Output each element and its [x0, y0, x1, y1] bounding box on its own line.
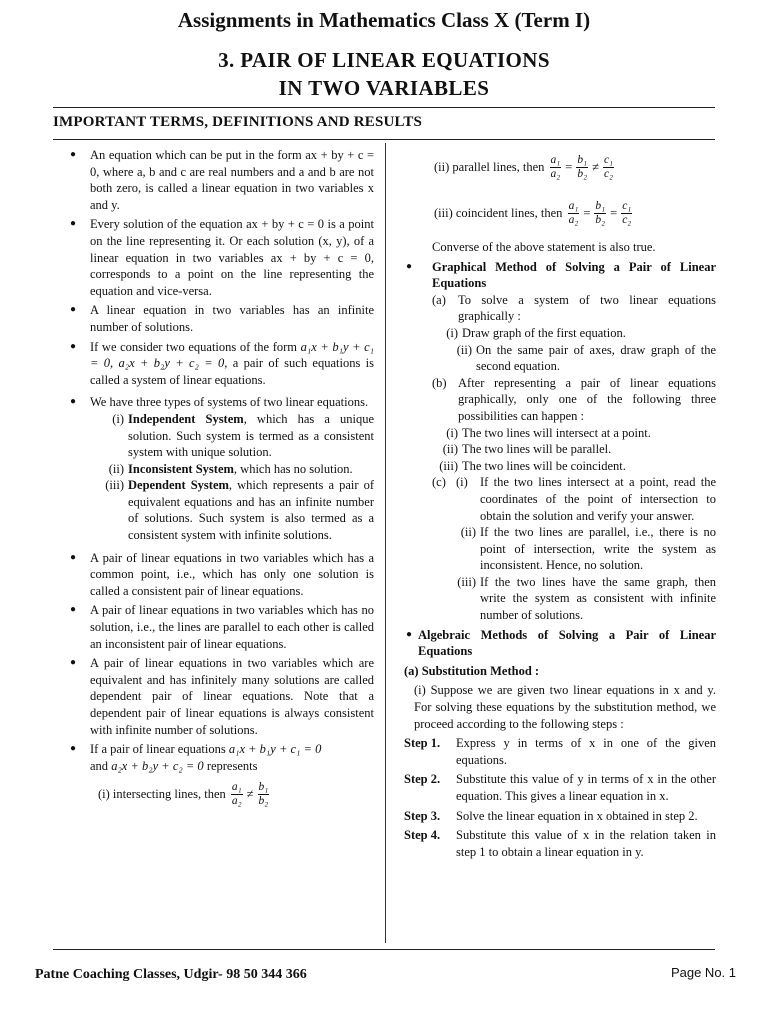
step-text: After representing a pair of linear equations graphically, only one of the following three possibilities can happen : [458, 375, 716, 423]
condition-parallel [404, 147, 716, 187]
bullet-linear-equation-definition: ● An equation which can be put in the form ax + by + c = 0, where a, b and c are real numbers and a and b are not both zero, is called a linear equation in two variables x and y. [68, 147, 374, 213]
bullet-infinite-solutions: ● A linear equation in two variables has an infinite number of solutions. [68, 302, 374, 335]
column-divider [385, 143, 386, 943]
substitution-heading [404, 663, 716, 680]
condition-intersecting [68, 774, 374, 814]
ratio-a: $\frac{\text{a₁}}{\text{a₂}}$ [231, 780, 242, 807]
graphical-step-a [404, 292, 716, 325]
graphical-step-b [404, 375, 716, 425]
bullet-consistent-pair: ● A pair of linear equations in two variables which has a common point, i.e., which has only one solution is called a consistent pair of linear equations. [68, 550, 374, 600]
page-header [0, 6, 768, 102]
document-title: Assignments in Mathematics Class X (Term I) [177, 8, 591, 32]
equation-one: a₁x + b₁y + c₁ = 0 [228, 742, 322, 757]
equation-two: a₂x + b₂y + c₂ = 0 [111, 758, 204, 773]
graphical-b-item: (ii) The two lines will be parallel. [442, 442, 612, 457]
operator: ≠ [246, 787, 254, 802]
represents-and: and [90, 758, 109, 773]
ratio-b: $\frac{\text{b₁}}{\text{b₂}}$ [577, 153, 588, 180]
section-heading: IMPORTANT TERMS, DEFINITIONS AND RESULTS [53, 114, 423, 130]
bullet-solution-point: ● Every solution of the equation ax + by + c = 0 is a point on the line representing it. Or each solution (x, y), of a linear equation in two variables ax + by + c = 0, corresponds to a point on the line representing the equation and vice-versa. [68, 216, 374, 299]
type-item [68, 411, 374, 461]
condition-label: (i) intersecting lines, then [98, 787, 226, 802]
type-description: , which has no solution. [233, 461, 353, 476]
algebraic-methods-title: Algebraic Methods of Solving a Pair of Linear Equations [418, 627, 716, 659]
ratio-a: $\frac{\text{a₁}}{\text{a₂}}$ [568, 199, 579, 226]
graphical-b-item: (i) The two lines will intersect at a point. [446, 425, 651, 440]
system-definition-rest: , a pair of such equations is called a system of linear equations. [90, 356, 374, 387]
type-description: , which represents a pair of equivalent equations and has an infinite number of solutions. Such system is also termed as a consistent system with infinite solutions. [128, 478, 374, 543]
ratio-c: $\frac{\text{c₁}}{\text{c₂}}$ [603, 153, 614, 180]
substitution-title: (a) Substitution Method : [404, 663, 540, 678]
bullet-system-definition [68, 339, 374, 389]
type-number: (iii) [105, 478, 124, 493]
ratio-c: $\frac{\text{c₁}}{\text{c₂}}$ [622, 199, 632, 226]
section-rule [53, 139, 715, 140]
bullet-inconsistent-pair: ● A pair of linear equations in two variables which has no solution, i.e., the lines are parallel to each other is called an inconsistent pair of linear equations. [68, 602, 374, 652]
represents-word: represents [206, 758, 258, 773]
graphical-c-item: (iii) If the two lines have the same graph, then write the system as consistent with infinite number of solutions. [457, 574, 716, 623]
page-number: Page No. 1 [670, 965, 736, 980]
ratio-a: $\frac{\text{a₁}}{\text{a₂}}$ [550, 153, 561, 180]
type-name: Inconsistent System [128, 461, 234, 476]
ratio-b: $\frac{\text{b₁}}{\text{b₂}}$ [258, 780, 269, 807]
substitution-step: Step 4. Substitute this value of x in the relation taken in step 1 to obtain a linear equation in y. [404, 828, 716, 859]
graphical-c-item: (ii) If the two lines are parallel, i.e., there is no point of intersection, write the system as inconsistent. Hence, no solution. [460, 525, 716, 573]
algebraic-methods-heading [404, 627, 716, 660]
step-label: (b) [432, 375, 447, 390]
graphical-a-item: (ii) On the same pair of axes, draw graph of the second equation. [456, 342, 716, 374]
graphical-step-c [404, 474, 716, 524]
graphical-method-title: Graphical Method of Solving a Pair of Linear Equations [432, 259, 716, 291]
type-item [68, 461, 374, 478]
operator: = [583, 205, 591, 220]
type-number: (ii) [108, 461, 124, 476]
substitution-step: Step 1. Express y in terms of x in one of the given equations. [404, 736, 716, 767]
footer-publisher: Patne Coaching Classes, Udgir- 98 50 344 366 [35, 967, 307, 982]
operator: = [565, 159, 573, 174]
type-name: Dependent System [128, 478, 229, 493]
step-text: To solve a system of two linear equations graphically : [458, 292, 716, 324]
system-definition-intro: If we consider two equations of the form [90, 339, 297, 354]
step-text: If the two lines intersect at a point, read the coordinates of the point of intersection to obtain the solution and verify your answer. [480, 475, 716, 523]
step-label: (a) [432, 292, 446, 307]
bullet-three-types: ● We have three types of systems of two linear equations. [68, 394, 374, 411]
bullet-dependent-pair: ● A pair of linear equations in two variables which are equivalent and has infinitely many solutions are called dependent pair of linear equations. Note that a dependent pair of linear equations is always consistent with infinite number of solutions. [68, 655, 374, 738]
graphical-a-item: (i) Draw graph of the first equation. [446, 325, 626, 340]
represents-intro: If a pair of linear equations [90, 742, 226, 757]
chapter-title-line2: IN TWO VARIABLES [278, 76, 490, 100]
operator: ≠ [592, 159, 599, 174]
substitution-intro: (i) Suppose we are given two linear equations in x and y. For solving these equations by the substitution method, we proceed according to the following steps : [414, 683, 716, 731]
graphical-b-item: (iii) The two lines will be coincident. [439, 458, 626, 473]
type-name: Independent System [128, 411, 244, 426]
top-rule [53, 107, 715, 108]
type-item [68, 477, 374, 543]
left-column [68, 147, 374, 814]
type-description: , which has a unique solution. Such system is termed as a consistent system with unique solution. [128, 411, 375, 460]
condition-coincident [404, 193, 716, 233]
condition-label: (iii) coincident lines, then [434, 205, 563, 220]
system-equations-formula: a₁x + b₁y + c₁ = 0, a₂x + b₂y + c₂ = 0 [90, 339, 374, 371]
type-number: (i) [112, 411, 124, 426]
substitution-step: Step 2. Substitute this value of y in terms of x in the other equation. This gives a linear equation in x. [404, 772, 716, 803]
converse-note: Converse of the above statement is also true. [432, 240, 656, 254]
step-sub-number: (i) [456, 475, 468, 490]
step-label: (c) [432, 475, 446, 490]
ratio-b: $\frac{\text{b₁}}{\text{b₂}}$ [595, 199, 606, 226]
operator: = [610, 205, 618, 220]
substitution-step: Step 3. Solve the linear equation in x obtained in step 2. [404, 808, 698, 823]
chapter-title-line1: 3. PAIR OF LINEAR EQUATIONS [218, 48, 550, 72]
condition-label: (ii) parallel lines, then [434, 159, 545, 174]
bottom-rule [53, 949, 715, 950]
right-column [404, 147, 716, 860]
graphical-method-heading [404, 259, 716, 292]
bullet-pair-represents [68, 741, 374, 774]
